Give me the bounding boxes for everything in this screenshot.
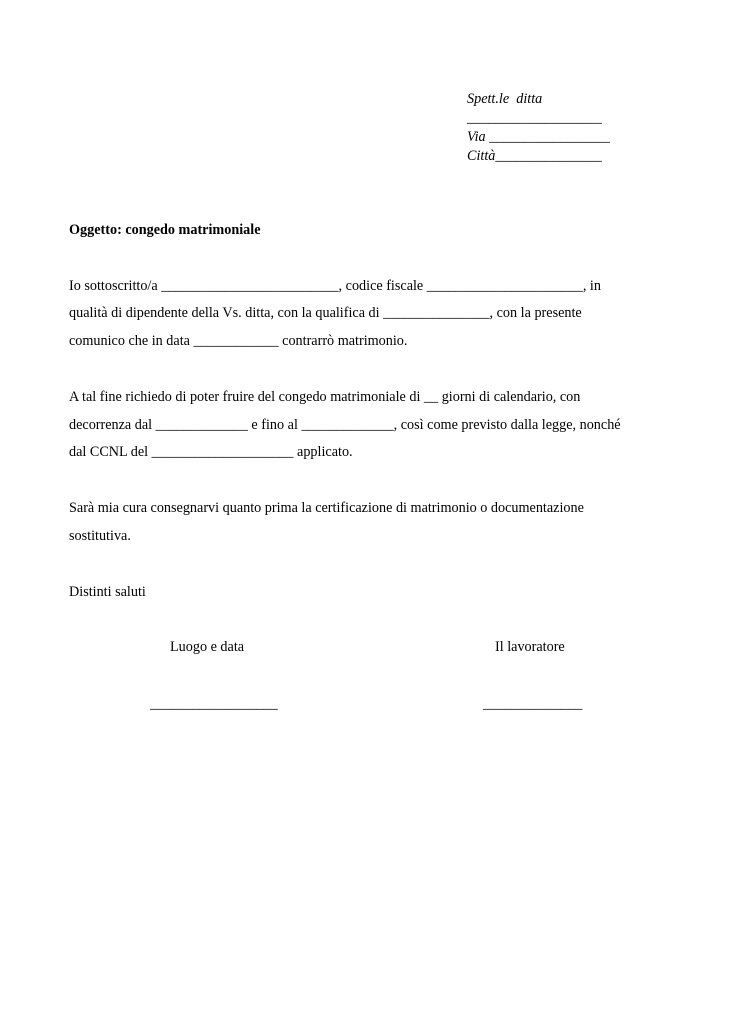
closing-greeting: Distinti saluti	[69, 584, 146, 600]
worker-label: Il lavoratore	[495, 639, 565, 655]
paragraph-line: Sarà mia cura consegnarvi quanto prima la certificazione di matrimonio o documentazione	[69, 500, 584, 516]
paragraph-line: comunico che in data ____________ contrarrò matrimonio.	[69, 333, 408, 349]
worker-signature-line: ______________	[483, 696, 583, 712]
addressee-street-line: Via _________________	[467, 129, 610, 145]
place-date-signature-line: __________________	[150, 696, 278, 712]
addressee-city-line: Città_______________	[467, 148, 602, 164]
paragraph-line: qualità di dipendente della Vs. ditta, con la qualifica di _______________, con la presente	[69, 305, 582, 321]
place-date-label: Luogo e data	[170, 639, 245, 655]
paragraph-line: Io sottoscritto/a _________________________, codice fiscale ______________________, in	[69, 278, 601, 294]
paragraph-line: sostitutiva.	[69, 528, 131, 544]
subject-heading: Oggetto: congedo matrimoniale	[69, 222, 261, 238]
paragraph-line: decorrenza dal _____________ e fino al _____________, così come previsto dalla legge, nonché	[69, 417, 621, 433]
paragraph-line: dal CCNL del ____________________ applicato.	[69, 444, 353, 460]
paragraph-line: A tal fine richiedo di poter fruire del congedo matrimoniale di __ giorni di calendario, con	[69, 389, 581, 405]
addressee-company-line: ___________________	[467, 110, 602, 126]
addressee-company-label: Spett.le ditta	[467, 91, 543, 107]
